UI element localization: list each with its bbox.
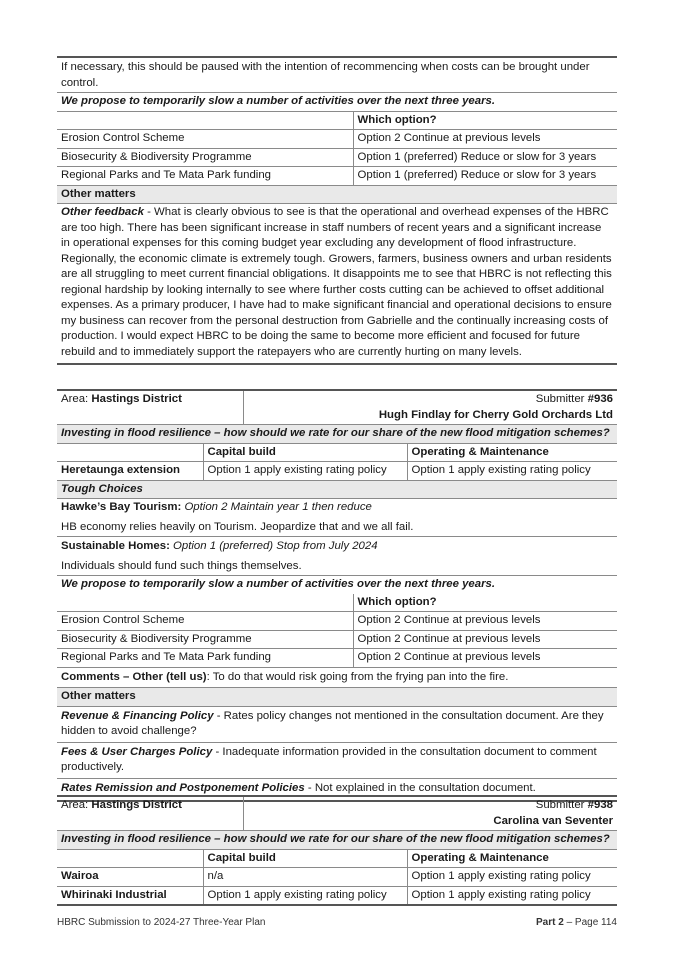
activities-table: Which option? Erosion Control Scheme Option 2 Continue at previous levels Biosecurity & Biodiversity Programme Option 2 Continue at previous levels Regional Parks and Te Mata Park funding Option 2 Continue at previous levels xyxy=(57,594,617,668)
which-option-header: Which option? xyxy=(353,112,617,130)
other-feedback: Other feedback - What is clearly obvious to see is that the operational and overhead expenses of the HBRC are too high. There has been significant increase in staff numbers of recent years and a significant increase in operational expenses for this coming budget year excluding any development of flood infrastructure. Regionally, the economic climate is extremely tough. Growers, farmers, business owners and urban residents are all struggling to meet current financial obligations. It disappoints me to see that HBRC is not reflecting this regional hardship by looking internally to see where further costs cutting can be achieved to offset additional expenses. As a primary producer, I have had to make significant financial and operational decisions to ensure my business can recover from the personal destruction from Gabrielle and the continually increasing costs of production. I would expect HBRC to be doing the same to become more efficient and focused for future rebuild and to immediately support the ratepayers who are currently hurting on many levels. xyxy=(57,204,617,365)
tourism-option: Hawke’s Bay Tourism: Option 2 Maintain year 1 then reduce xyxy=(61,501,372,513)
comments-other: Comments – Other (tell us): To do that would risk going from the frying pan into the fire. xyxy=(57,668,617,689)
table-row: Regional Parks and Te Mata Park funding Option 1 (preferred) Reduce or slow for 3 years xyxy=(57,167,617,186)
slow-activities-heading: We propose to temporarily slow a number of activities over the next three years. xyxy=(61,578,496,590)
page-footer xyxy=(57,917,617,928)
homes-option: Sustainable Homes: Option 1 (preferred) Stop from July 2024 xyxy=(61,540,378,552)
submitter-name: Hugh Findlay for Cherry Gold Orchards Ltd xyxy=(378,408,613,421)
other-matters-heading: Other matters xyxy=(57,688,617,707)
submission-block-938 xyxy=(57,795,617,906)
table-row: Biosecurity & Biodiversity Programme Option 2 Continue at previous levels xyxy=(57,630,617,649)
footer-title: HBRC Submission to 2024-27 Three-Year Plan xyxy=(57,917,266,928)
tough-choices-heading: Tough Choices xyxy=(57,481,617,500)
other-matters-heading: Other matters xyxy=(57,186,617,205)
submission-block-continued xyxy=(57,56,617,365)
submitter-name: Carolina van Seventer xyxy=(493,814,613,827)
revenue-policy: Revenue & Financing Policy - Rates policy changes not mentioned in the consultation document. Are they hidden to avoid challenge? xyxy=(57,707,617,743)
table-row: Regional Parks and Te Mata Park funding Option 2 Continue at previous levels xyxy=(57,649,617,668)
area-cell: Area: Hastings District xyxy=(57,391,243,425)
submitter-cell: Submitter #938 Carolina van Seventer xyxy=(243,797,617,831)
flood-schemes-table: Capital build Operating & Maintenance Heretaunga extension Option 1 apply existing rating policy Option 1 apply existing rating policy xyxy=(57,444,617,481)
fees-policy: Fees & User Charges Policy - Inadequate information provided in the consultation document to comment productively. xyxy=(57,743,617,779)
submitter-cell: Submitter #936 Hugh Findlay for Cherry Gold Orchards Ltd xyxy=(243,391,617,425)
intro-text: If necessary, this should be paused with the intention of recommencing when costs can be brought under control. xyxy=(57,58,617,93)
table-row: Wairoa n/a Option 1 apply existing rating policy xyxy=(57,868,617,887)
table-row: Erosion Control Scheme Option 2 Continue at previous levels xyxy=(57,612,617,631)
area-cell: Area: Hastings District xyxy=(57,797,243,831)
homes-comment: Individuals should fund such things themselves. xyxy=(57,556,617,577)
table-row: Heretaunga extension Option 1 apply existing rating policy Option 1 apply existing rating policy xyxy=(57,462,617,481)
page-number: Part 2 – Page 114 xyxy=(536,917,617,928)
table-row: Whirinaki Industrial Option 1 apply existing rating policy Option 1 apply existing rating policy xyxy=(57,886,617,905)
submission-block-936 xyxy=(57,389,617,802)
table-row: Erosion Control Scheme Option 2 Continue at previous levels xyxy=(57,130,617,149)
flood-schemes-table: Capital build Operating & Maintenance Wairoa n/a Option 1 apply existing rating policy Whirinaki Industrial Option 1 apply existing rating policy Option 1 apply existing rating policy xyxy=(57,850,617,907)
tourism-comment: HB economy relies heavily on Tourism. Jeopardize that and we all fail. xyxy=(57,517,617,538)
submitter-header xyxy=(57,391,617,425)
activities-table xyxy=(57,112,617,186)
flood-resilience-heading: Investing in flood resilience – how should we rate for our share of the new flood mitigation schemes? xyxy=(57,425,617,444)
submitter-header xyxy=(57,797,617,831)
remission-policy: Rates Remission and Postponement Policies - Not explained in the consultation document. xyxy=(57,779,617,803)
flood-resilience-heading: Investing in flood resilience – how should we rate for our share of the new flood mitigation schemes? xyxy=(57,831,617,850)
table-row: Biosecurity & Biodiversity Programme Option 1 (preferred) Reduce or slow for 3 years xyxy=(57,148,617,167)
slow-activities-heading: We propose to temporarily slow a number of activities over the next three years. xyxy=(57,93,617,112)
